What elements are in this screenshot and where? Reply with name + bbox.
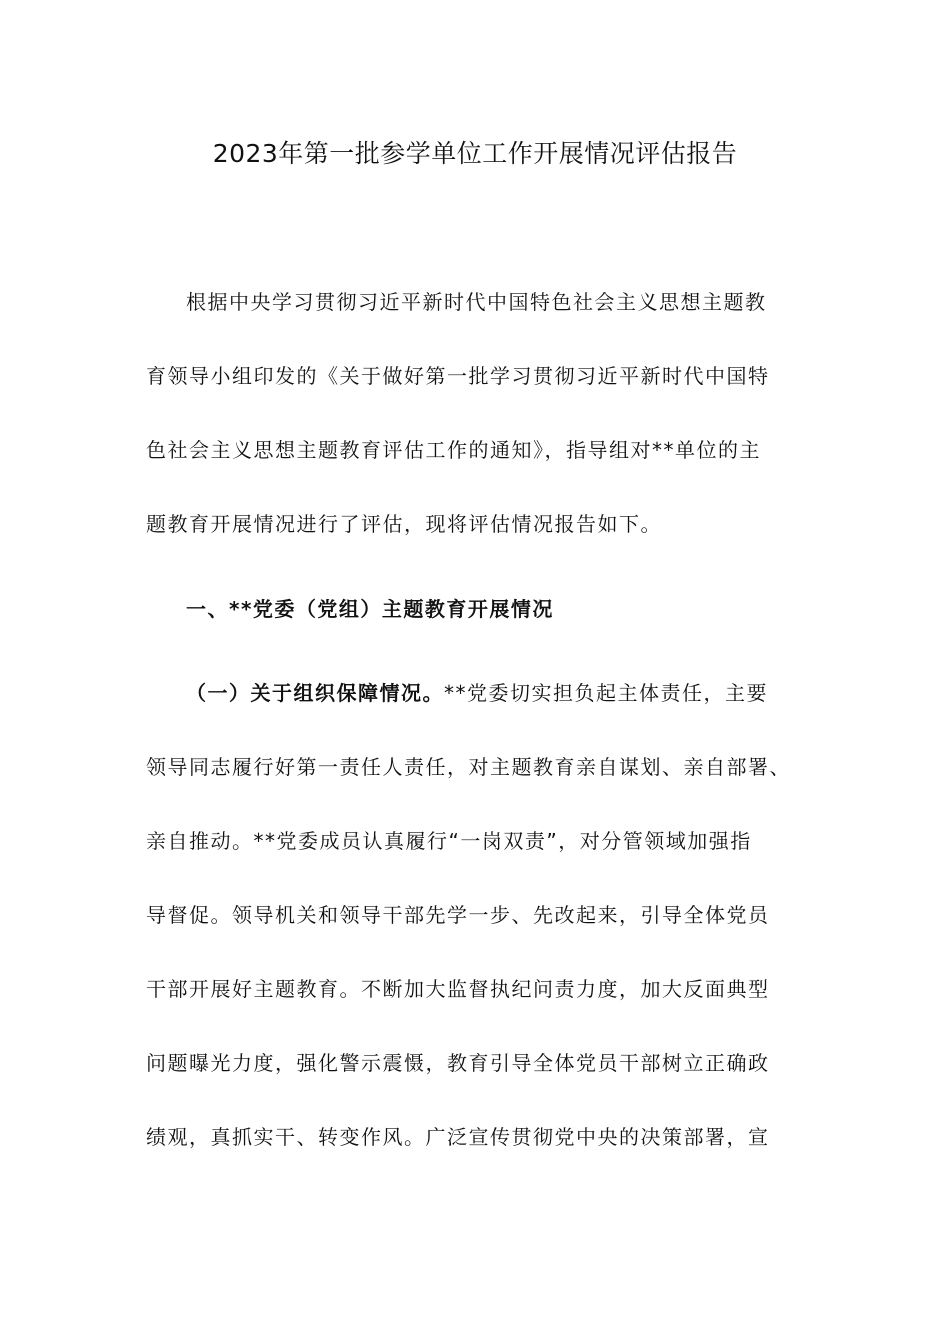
intro-line: 题教育开展情况进行了评估，现将评估情况报告如下。 bbox=[146, 512, 662, 536]
section-heading: 一、**党委（党组）主题教育开展情况 bbox=[186, 597, 554, 621]
body-line: 亲自推动。**党委成员认真履行“一岗双责”，对分管领域加强指 bbox=[146, 829, 752, 853]
intro-line: 根据中央学习贯彻习近平新时代中国特色社会主义思想主题教 bbox=[186, 290, 767, 314]
intro-line: 色社会主义思想主题教育评估工作的通知》，指导组对**单位的主 bbox=[146, 438, 761, 462]
body-line: 干部开展好主题教育。不断加大监督执纪问责力度，加大反面典型 bbox=[146, 977, 770, 1001]
document-title: 2023年第一批参学单位工作开展情况评估报告 bbox=[212, 139, 738, 168]
body-line: 领导同志履行好第一责任人责任，对主题教育亲自谋划、亲自部署、 bbox=[146, 755, 791, 779]
subsection-heading: （一）关于组织保障情况。 bbox=[186, 681, 444, 705]
subsection-first-line-text: **党委切实担负起主体责任，主要 bbox=[444, 681, 768, 705]
body-line: 问题曝光力度，强化警示震慑，教育引导全体党员干部树立正确政 bbox=[146, 1051, 770, 1075]
body-line: 绩观，真抓实干、转变作风。广泛宣传贯彻党中央的决策部署，宣 bbox=[146, 1125, 770, 1149]
subsection-first-line bbox=[186, 673, 796, 713]
body-line: 导督促。领导机关和领导干部先学一步、先改起来，引导全体党员 bbox=[146, 903, 770, 927]
intro-line: 育领导小组印发的《关于做好第一批学习贯彻习近平新时代中国特 bbox=[146, 364, 770, 388]
